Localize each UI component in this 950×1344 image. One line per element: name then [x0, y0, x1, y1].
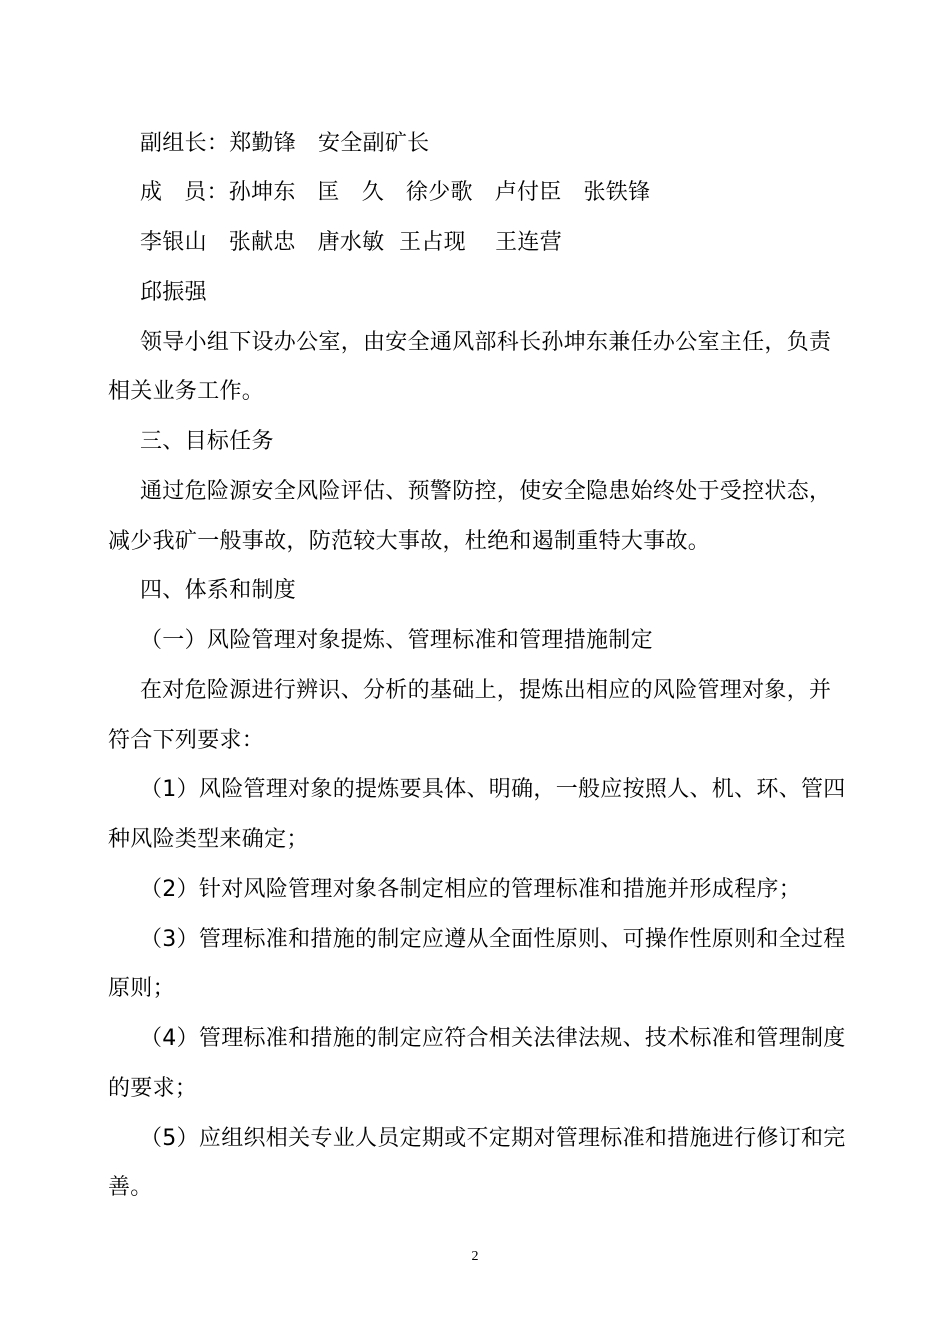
- section-heading: 四、体系和制度: [140, 578, 297, 603]
- text-line: 成 员：孙坤东 匡 久 徐少歌 卢付臣 张铁锋: [140, 180, 651, 205]
- list-item-line: （4）管理标准和措施的制定应符合相关法律法规、技术标准和管理制度: [140, 1026, 846, 1051]
- paragraph-line: 通过危险源安全风险评估、预警防控，使安全隐患始终处于受控状态，: [140, 479, 832, 504]
- list-item-line: （1）风险管理对象的提炼要具体、明确，一般应按照人、机、环、管四: [140, 777, 846, 802]
- subsection-heading: （一）风险管理对象提炼、管理标准和管理措施制定: [140, 628, 653, 653]
- list-item-line: （5）应组织相关专业人员定期或不定期对管理标准和措施进行修订和完: [140, 1126, 846, 1151]
- text-line: 李银山 张献忠 唐水敏 王占现 王连营: [140, 230, 563, 255]
- section-heading: 三、目标任务: [140, 429, 274, 454]
- list-item-line: 原则；: [108, 976, 175, 1001]
- paragraph-line: 相关业务工作。: [108, 379, 265, 404]
- text-line: 副组长：郑勤锋 安全副矿长: [140, 131, 430, 156]
- page-number: 2: [471, 1249, 479, 1264]
- paragraph-line: 符合下列要求：: [108, 728, 265, 753]
- list-item-line: （2）针对风险管理对象各制定相应的管理标准和措施并形成程序；: [140, 877, 801, 902]
- list-item-line: （3）管理标准和措施的制定应遵从全面性原则、可操作性原则和全过程: [140, 927, 846, 952]
- list-item-line: 善。: [108, 1175, 153, 1200]
- paragraph-line: 领导小组下设办公室，由安全通风部科长孙坤东兼任办公室主任，负责: [140, 330, 832, 355]
- list-item-line: 种风险类型来确定；: [108, 827, 309, 852]
- list-item-line: 的要求；: [108, 1076, 198, 1101]
- paragraph-line: 减少我矿一般事故，防范较大事故，杜绝和遏制重特大事故。: [108, 529, 711, 554]
- paragraph-line: 在对危险源进行辨识、分析的基础上，提炼出相应的风险管理对象，并: [140, 678, 832, 703]
- text-line: 邱振强: [140, 280, 207, 305]
